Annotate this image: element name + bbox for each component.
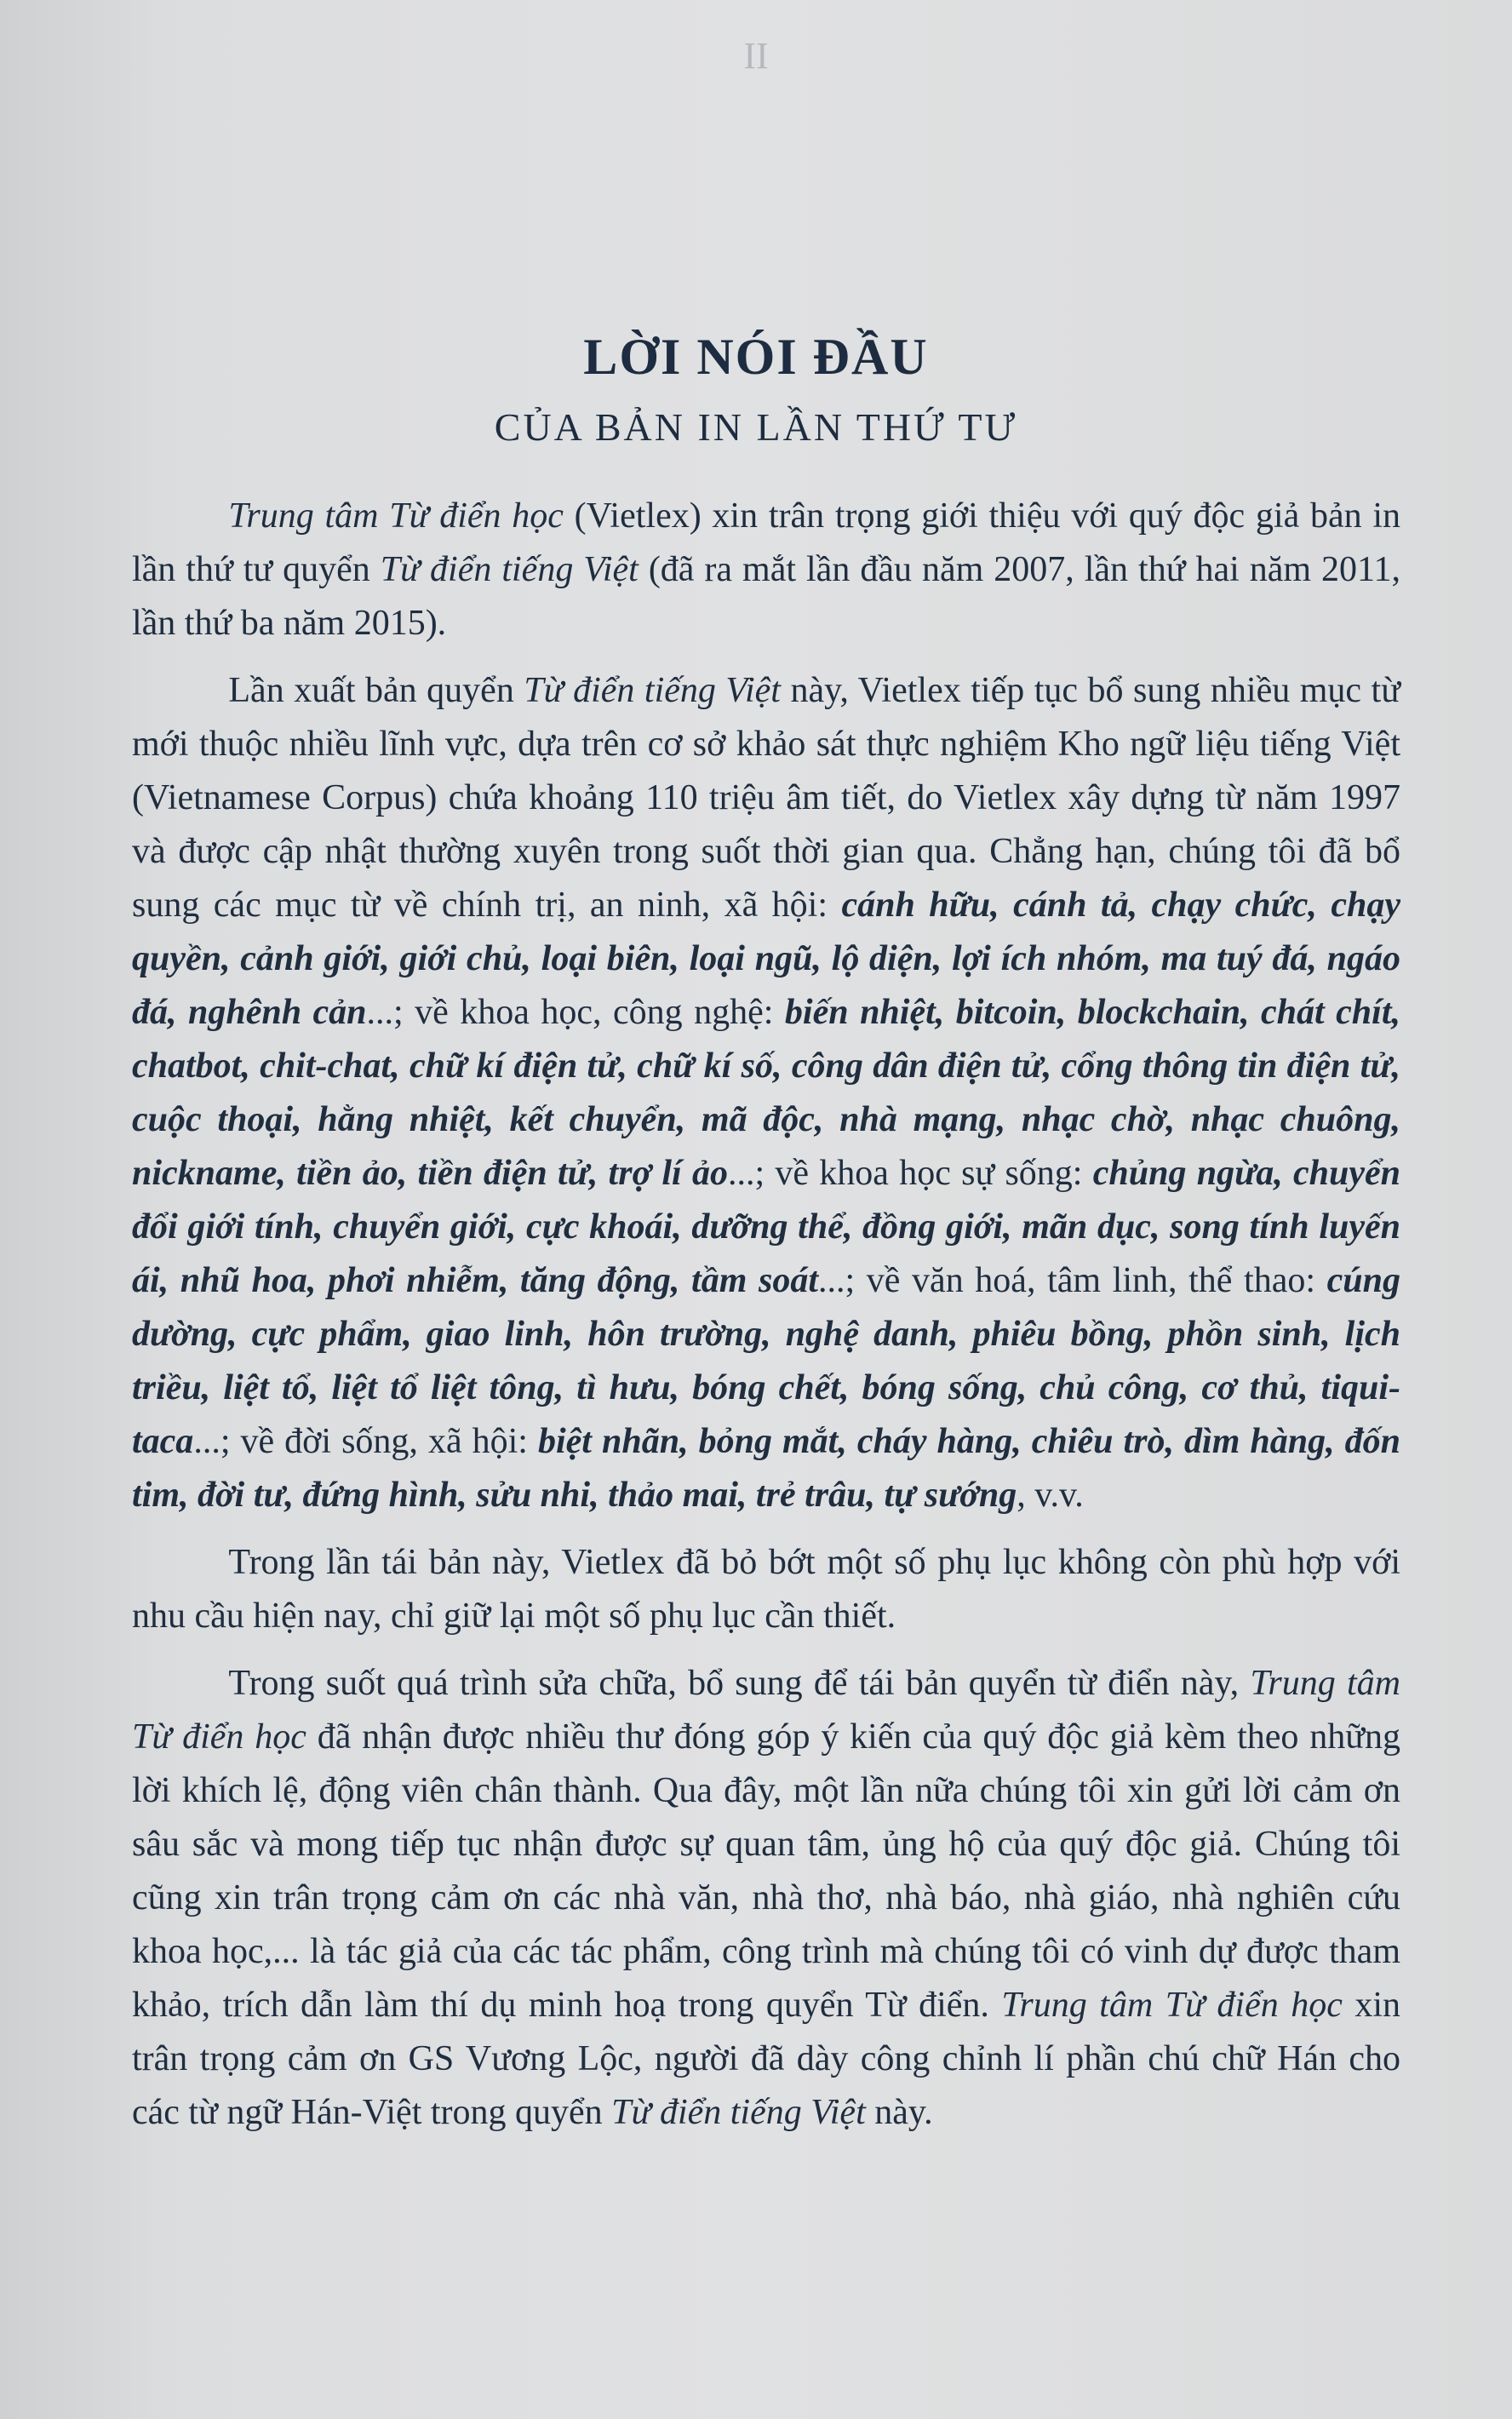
paragraph-4 — [132, 1657, 1400, 2140]
text-span: , v.v. — [1017, 1476, 1084, 1515]
headword-list-society: biệt nhãn, bỏng mắt, cháy hàng, chiêu trò, dìm hàng, đốn tim, đời tư, đứng hình, sửu nhi, thảo mai, trẻ trâu, tự sướng — [132, 1422, 1400, 1515]
text-span: (Vietlex) xin trân trọng giới thiệu với quý độc giả bản in lần thứ tư quyển — [132, 496, 1400, 589]
paragraph-1 — [132, 490, 1400, 651]
headword-list-culture: cúng dường, cực phẩm, giao linh, hôn trường, nghệ danh, phiêu bồng, phồn sinh, lịch triều, liệt tổ, liệt tổ liệt tông, tì hưu, bóng chết, bóng sống, chủ công, cơ thủ, tiqui-taca — [132, 1261, 1400, 1461]
italic-text: Từ điển tiếng Việt — [380, 550, 639, 589]
italic-text: Từ điển tiếng Việt — [611, 2093, 866, 2132]
page-subtitle: CỦA BẢN IN LẦN THỨ TƯ — [494, 405, 1018, 449]
text-span: Lần xuất bản quyển — [228, 671, 524, 710]
italic-text: Trung tâm Từ điển học — [228, 496, 564, 536]
italic-text: Trung tâm Từ điển học — [132, 1664, 1400, 1757]
text-span: ...; về khoa học, công nghệ: — [366, 993, 785, 1032]
headword-list-life-science: chủng ngừa, chuyển đổi giới tính, chuyển giới, cực khoái, dưỡng thể, đồng giới, mãn dục, song tính luyến ái, nhũ hoa, phơi nhiễm, tăng động, tầm soát — [132, 1154, 1400, 1300]
paragraph-3: Trong lần tái bản này, Vietlex đã bỏ bớt một số phụ lục không còn phù hợp với nhu cầu hiện nay, chỉ giữ lại một số phụ lục cần thiết. — [132, 1543, 1400, 1636]
text-span: đã nhận được nhiều thư đóng góp ý kiến của quý độc giả kèm theo những lời khích lệ, động viên chân thành. Qua đây, một lần nữa chúng tôi xin gửi lời cảm ơn sâu sắc và mong tiếp tục nhận được sự quan tâm, ủng hộ của quý độc giả. Chúng tôi cũng xin trân trọng cảm ơn các nhà văn, nhà thơ, nhà báo, nhà giáo, nhà nghiên cứu khoa học,... là tác giả của các tác phẩm, công trình mà chúng tôi có vinh dự được tham khảo, trích dẫn làm thí dụ minh hoạ trong quyển Từ điển. — [132, 1717, 1401, 2025]
text-span: (đã ra mắt lần đầu năm 2007, lần thứ hai năm 2011, lần thứ ba năm 2015). — [132, 550, 1400, 643]
text-span: Trong suốt quá trình sửa chữa, bổ sung để tái bản quyển từ điển này, — [228, 1664, 1251, 1703]
text-span: xin trân trọng cảm ơn GS Vương Lộc, người đã dày công chỉnh lí phần chú chữ Hán cho các từ ngữ Hán-Việt trong quyển — [132, 1986, 1400, 2132]
text-span: ...; về văn hoá, tâm linh, thể thao: — [818, 1261, 1327, 1300]
text-span: ...; về đời sống, xã hội: — [193, 1422, 538, 1461]
headword-list-technology: biến nhiệt, bitcoin, blockchain, chát chít, chatbot, chit-chat, chữ kí điện tử, chữ kí số, công dân điện tử, cổng thông tin điện tử, cuộc thoại, hằng nhiệt, kết chuyển, mã độc, nhà mạng, nhạc chờ, nhạc chuông, nickname, tiền ảo, tiền điện tử, trợ lí ảo — [132, 993, 1401, 1193]
text-span: này, Vietlex tiếp tục bổ sung nhiều mục từ mới thuộc nhiều lĩnh vực, dựa trên cơ sở khảo sát thực nghiệm Kho ngữ liệu tiếng Việt (Vietnamese Corpus) chứa khoảng 110 triệu âm tiết, do Vietlex xây dựng từ năm 1997 và được cập nhật thường xuyên trong suốt thời gian qua. Chẳng hạn, chúng tôi đã bổ sung các mục từ về chính trị, an ninh, xã hội: — [132, 671, 1400, 925]
page-title: LỜI NÓI ĐẦU — [583, 329, 929, 385]
page-number: II — [743, 35, 769, 77]
paragraph-2 — [132, 664, 1400, 1522]
italic-text: Từ điển tiếng Việt — [524, 671, 781, 710]
italic-text: Trung tâm Từ điển học — [1001, 1986, 1343, 2025]
text-span: này. — [865, 2093, 933, 2132]
headword-list-politics: cánh hữu, cánh tả, chạy chức, chạy quyền, cảnh giới, giới chủ, loại biên, loại ngũ, lộ diện, lợi ích nhóm, ma tuý đá, ngáo đá, nghênh cản — [132, 886, 1400, 1032]
text-span: ...; về khoa học sự sống: — [727, 1154, 1093, 1193]
document-body — [132, 490, 1400, 2153]
